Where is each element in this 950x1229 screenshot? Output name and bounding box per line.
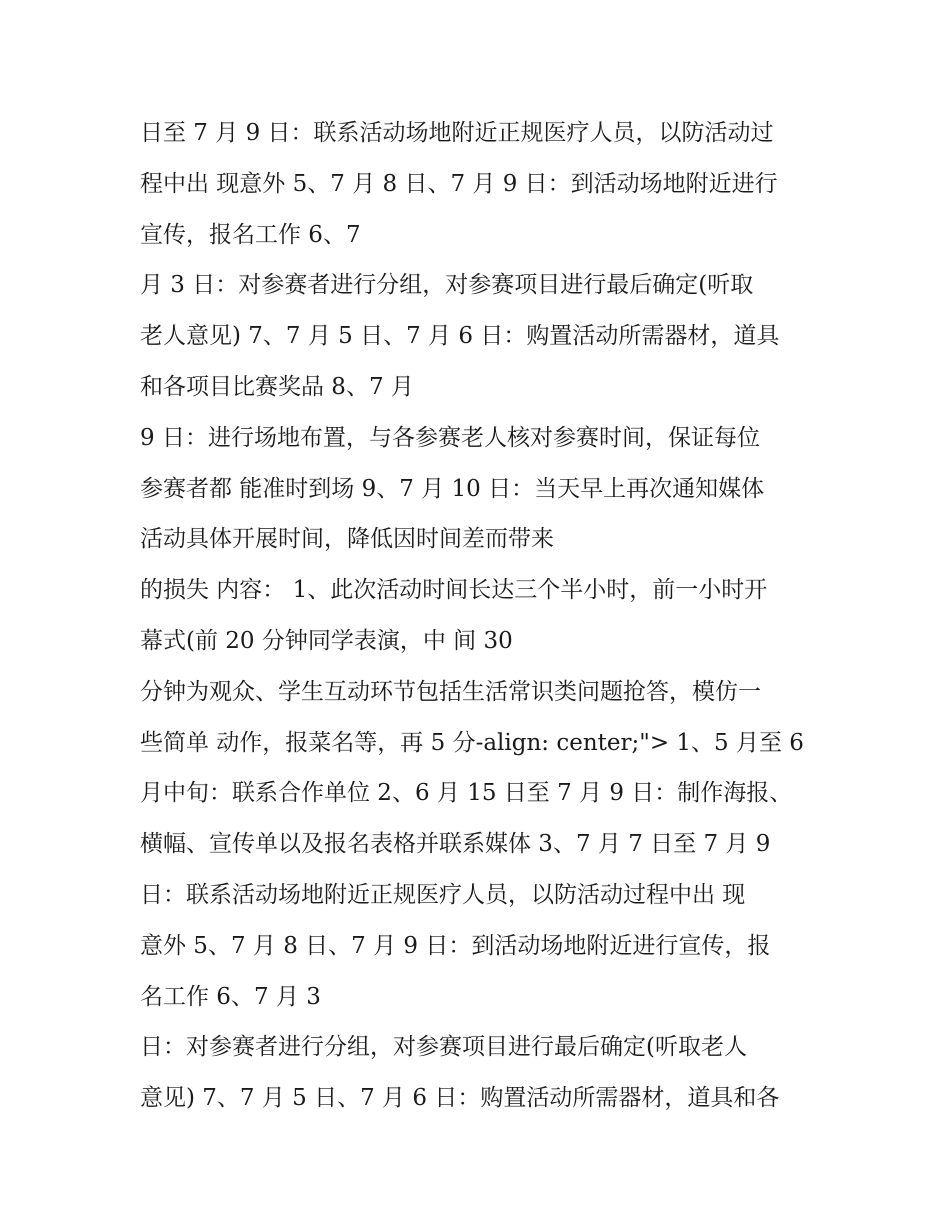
text-line: 名工作 6、7 月 3 [140, 983, 321, 1010]
text-line: 老人意见) 7、7 月 5 日、7 月 6 日：购置活动所需器材，道具 [140, 323, 780, 350]
text-line: 月中旬：联系合作单位 2、6 月 15 日至 7 月 9 日：制作海报、 [140, 780, 793, 807]
text-line: 参赛者都 能准时到场 9、7 月 10 日：当天早上再次通知媒体 [140, 475, 765, 502]
document-body [140, 108, 840, 1124]
text-line: 日至 7 月 9 日：联系活动场地附近正规医疗人员，以防活动过 [140, 120, 774, 146]
text-line: 意外 5、7 月 8 日、7 月 9 日：到活动场地附近进行宣传，报 [140, 932, 771, 959]
text-line: 程中出 现意外 5、7 月 8 日、7 月 9 日：到活动场地附近进行 [140, 170, 778, 197]
text-line: 些简单 动作，报菜名等，再 5 分-align: center;"> 1、5 月至 6 [140, 729, 804, 756]
text-line: 9 日：进行场地布置，与各参赛老人核对参赛时间，保证每位 [140, 424, 760, 451]
text-line: 的损失 内容： 1、此次活动时间长达三个半小时，前一小时开 [140, 577, 768, 604]
text-line: 活动具体开展时间，降低因时间差而带来 [140, 526, 554, 553]
text-line: 和各项目比赛奖品 8、7 月 [140, 373, 414, 400]
text-line: 横幅、宣传单以及报名表格并联系媒体 3、7 月 7 日至 7 月 9 [140, 831, 771, 858]
text-line: 宣传，报名工作 6、7 [140, 221, 361, 248]
text-line: 意见) 7、7 月 5 日、7 月 6 日：购置活动所需器材，道具和各 [140, 1085, 780, 1112]
text-line: 分钟为观众、学生互动环节包括生活常识类问题抢答，模仿一 [140, 678, 761, 705]
text-line: 日：联系活动场地附近正规医疗人员，以防活动过程中出 现 [140, 881, 746, 908]
text-line: 日：对参赛者进行分组，对参赛项目进行最后确定(听取老人 [140, 1034, 747, 1061]
text-line: 月 3 日：对参赛者进行分组，对参赛项目进行最后确定(听取 [140, 272, 754, 299]
text-line: 幕式(前 20 分钟同学表演，中 间 30 [140, 627, 513, 654]
